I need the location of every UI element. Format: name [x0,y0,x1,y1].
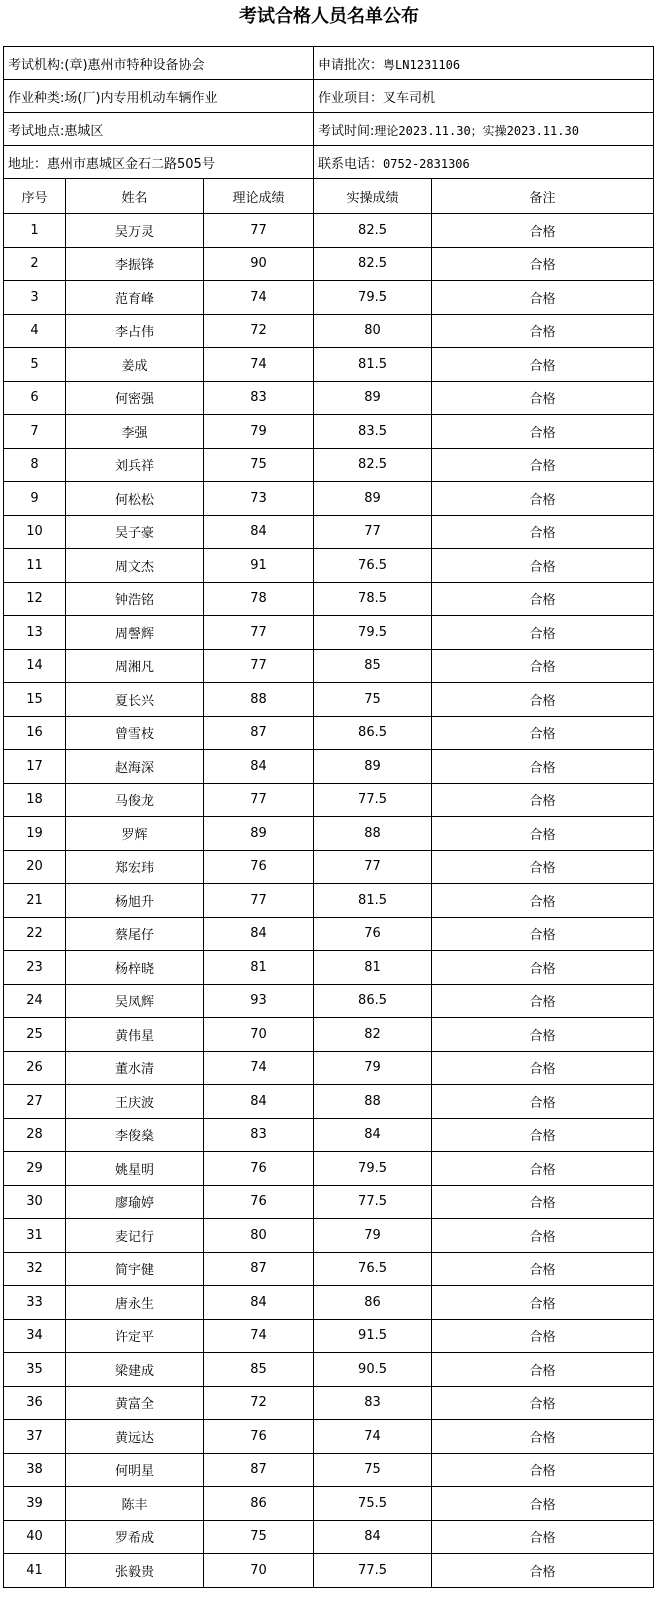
cell-practical-score: 88 [314,1085,432,1119]
phone-value: 0752-2831306 [383,156,470,171]
cell-name: 周湘凡 [66,649,204,683]
info-row-address [4,146,654,179]
cell-index: 17 [4,750,66,784]
phone-label: 联系电话： [318,156,384,172]
cell-theory-score: 90 [204,247,314,281]
exam-location-cell [4,113,314,146]
table-row [4,1554,654,1588]
cell-practical-score: 76.5 [314,1252,432,1286]
cell-name: 吴凤辉 [66,984,204,1018]
cell-name: 吴子豪 [66,515,204,549]
cell-index: 4 [4,314,66,348]
cell-name: 夏长兴 [66,683,204,717]
table-row [4,1487,654,1521]
cell-index: 23 [4,951,66,985]
cell-practical-score: 77.5 [314,1185,432,1219]
cell-theory-score: 75 [204,448,314,482]
cell-remark: 合格 [432,716,654,750]
cell-practical-score: 84 [314,1118,432,1152]
table-row [4,448,654,482]
table-row [4,1319,654,1353]
cell-remark: 合格 [432,1051,654,1085]
cell-remark: 合格 [432,1219,654,1253]
cell-index: 31 [4,1219,66,1253]
cell-remark: 合格 [432,683,654,717]
results-table-body [4,47,654,1588]
exam-org-cell [4,47,314,80]
table-row [4,549,654,583]
cell-name: 吴万灵 [66,214,204,248]
cell-index: 1 [4,214,66,248]
cell-practical-score: 75 [314,683,432,717]
table-row [4,348,654,382]
cell-index: 35 [4,1353,66,1387]
cell-theory-score: 74 [204,281,314,315]
cell-practical-score: 89 [314,750,432,784]
cell-theory-score: 72 [204,1386,314,1420]
cell-index: 27 [4,1085,66,1119]
cell-remark: 合格 [432,1487,654,1521]
cell-theory-score: 77 [204,214,314,248]
cell-theory-score: 80 [204,1219,314,1253]
work-type-cell [4,80,314,113]
cell-index: 34 [4,1319,66,1353]
cell-theory-score: 76 [204,1420,314,1454]
cell-theory-score: 77 [204,884,314,918]
cell-remark: 合格 [432,1286,654,1320]
cell-name: 简宇健 [66,1252,204,1286]
cell-practical-score: 90.5 [314,1353,432,1387]
cell-practical-score: 86.5 [314,716,432,750]
cell-name: 廖瑜婷 [66,1185,204,1219]
cell-index: 40 [4,1520,66,1554]
cell-index: 28 [4,1118,66,1152]
cell-theory-score: 77 [204,616,314,650]
cell-name: 李俊燊 [66,1118,204,1152]
cell-index: 8 [4,448,66,482]
cell-practical-score: 89 [314,482,432,516]
cell-remark: 合格 [432,951,654,985]
cell-index: 12 [4,582,66,616]
table-row [4,1152,654,1186]
cell-remark: 合格 [432,1118,654,1152]
cell-remark: 合格 [432,850,654,884]
cell-practical-score: 81.5 [314,884,432,918]
table-row [4,214,654,248]
cell-remark: 合格 [432,1252,654,1286]
cell-name: 姚星明 [66,1152,204,1186]
cell-index: 18 [4,783,66,817]
table-row [4,1085,654,1119]
cell-practical-score: 79.5 [314,1152,432,1186]
cell-index: 15 [4,683,66,717]
cell-name: 王庆波 [66,1085,204,1119]
cell-name: 唐永生 [66,1286,204,1320]
exam-org-label: 考试机构: [8,57,65,73]
cell-remark: 合格 [432,1319,654,1353]
cell-remark: 合格 [432,582,654,616]
cell-index: 19 [4,817,66,851]
cell-name: 麦记行 [66,1219,204,1253]
cell-name: 黄富全 [66,1386,204,1420]
cell-name: 曾雪枝 [66,716,204,750]
table-row [4,750,654,784]
cell-theory-score: 74 [204,1051,314,1085]
cell-theory-score: 76 [204,1185,314,1219]
cell-name: 周文杰 [66,549,204,583]
cell-remark: 合格 [432,482,654,516]
cell-index: 3 [4,281,66,315]
cell-name: 董水清 [66,1051,204,1085]
table-row [4,1118,654,1152]
table-row [4,314,654,348]
cell-practical-score: 83.5 [314,415,432,449]
table-row [4,917,654,951]
cell-theory-score: 81 [204,951,314,985]
table-row [4,281,654,315]
cell-index: 26 [4,1051,66,1085]
cell-practical-score: 80 [314,314,432,348]
cell-practical-score: 82.5 [314,247,432,281]
cell-practical-score: 76 [314,917,432,951]
cell-name: 梁建成 [66,1353,204,1387]
cell-theory-score: 76 [204,1152,314,1186]
work-item-value: 叉车司机 [383,90,436,106]
cell-name: 钟浩铭 [66,582,204,616]
cell-name: 罗辉 [66,817,204,851]
table-row [4,1185,654,1219]
cell-name: 周謦辉 [66,616,204,650]
cell-index: 25 [4,1018,66,1052]
table-header-row [4,179,654,214]
col-header-name: 姓名 [66,179,204,214]
cell-remark: 合格 [432,1018,654,1052]
cell-practical-score: 77.5 [314,1554,432,1588]
table-row [4,1286,654,1320]
cell-remark: 合格 [432,214,654,248]
batch-cell [314,47,654,80]
cell-practical-score: 82.5 [314,448,432,482]
cell-practical-score: 79.5 [314,281,432,315]
cell-index: 32 [4,1252,66,1286]
info-row-type [4,80,654,113]
table-row [4,817,654,851]
exam-org-value: (章)惠州市特种设备协会 [64,57,205,73]
cell-index: 38 [4,1453,66,1487]
table-row [4,951,654,985]
cell-index: 16 [4,716,66,750]
cell-name: 李占伟 [66,314,204,348]
cell-practical-score: 89 [314,381,432,415]
table-row [4,1453,654,1487]
info-row-location [4,113,654,146]
cell-theory-score: 77 [204,783,314,817]
batch-label: 申请批次： [318,57,384,73]
cell-remark: 合格 [432,1185,654,1219]
cell-index: 30 [4,1185,66,1219]
address-label: 地址： [8,156,48,172]
table-row [4,716,654,750]
cell-index: 21 [4,884,66,918]
cell-theory-score: 78 [204,582,314,616]
cell-practical-score: 74 [314,1420,432,1454]
table-row [4,616,654,650]
cell-remark: 合格 [432,750,654,784]
cell-practical-score: 84 [314,1520,432,1554]
cell-remark: 合格 [432,1520,654,1554]
cell-remark: 合格 [432,817,654,851]
cell-theory-score: 83 [204,381,314,415]
cell-name: 黄远达 [66,1420,204,1454]
cell-theory-score: 84 [204,1085,314,1119]
table-row [4,415,654,449]
table-row [4,247,654,281]
table-row [4,683,654,717]
work-item-label: 作业项目： [318,90,384,106]
cell-remark: 合格 [432,281,654,315]
table-row [4,482,654,516]
cell-remark: 合格 [432,1386,654,1420]
cell-theory-score: 70 [204,1018,314,1052]
cell-name: 李振锋 [66,247,204,281]
cell-remark: 合格 [432,783,654,817]
cell-name: 许定平 [66,1319,204,1353]
cell-practical-score: 77.5 [314,783,432,817]
cell-index: 41 [4,1554,66,1588]
cell-index: 2 [4,247,66,281]
cell-index: 39 [4,1487,66,1521]
work-type-label: 作业种类: [8,90,65,106]
cell-name: 范育峰 [66,281,204,315]
cell-name: 张毅贵 [66,1554,204,1588]
cell-name: 何密强 [66,381,204,415]
cell-remark: 合格 [432,1453,654,1487]
table-row [4,381,654,415]
cell-remark: 合格 [432,984,654,1018]
table-row [4,884,654,918]
cell-index: 7 [4,415,66,449]
col-header-theory-score: 理论成绩 [204,179,314,214]
table-row [4,1386,654,1420]
cell-remark: 合格 [432,1353,654,1387]
table-row [4,783,654,817]
cell-remark: 合格 [432,1554,654,1588]
cell-practical-score: 85 [314,649,432,683]
cell-name: 马俊龙 [66,783,204,817]
cell-remark: 合格 [432,1420,654,1454]
phone-cell [314,146,654,179]
cell-theory-score: 83 [204,1118,314,1152]
cell-index: 9 [4,482,66,516]
cell-practical-score: 77 [314,850,432,884]
cell-name: 何松松 [66,482,204,516]
cell-name: 杨旭升 [66,884,204,918]
cell-theory-score: 91 [204,549,314,583]
table-row [4,984,654,1018]
cell-theory-score: 72 [204,314,314,348]
cell-theory-score: 74 [204,1319,314,1353]
table-row [4,1520,654,1554]
cell-remark: 合格 [432,515,654,549]
cell-index: 36 [4,1386,66,1420]
results-table [3,46,654,1588]
cell-remark: 合格 [432,649,654,683]
cell-theory-score: 73 [204,482,314,516]
cell-theory-score: 87 [204,1453,314,1487]
cell-name: 郑宏玮 [66,850,204,884]
exam-time-label: 考试时间: [318,123,375,139]
cell-practical-score: 91.5 [314,1319,432,1353]
exam-location-label: 考试地点: [8,123,65,139]
cell-theory-score: 79 [204,415,314,449]
cell-name: 罗希成 [66,1520,204,1554]
col-header-index: 序号 [4,179,66,214]
cell-practical-score: 82.5 [314,214,432,248]
cell-practical-score: 83 [314,1386,432,1420]
cell-practical-score: 76.5 [314,549,432,583]
exam-location-value: 惠城区 [64,123,104,139]
cell-index: 20 [4,850,66,884]
cell-theory-score: 86 [204,1487,314,1521]
address-cell [4,146,314,179]
cell-practical-score: 75 [314,1453,432,1487]
cell-theory-score: 89 [204,817,314,851]
page-title: 考试合格人员名单公布 [239,6,419,27]
cell-theory-score: 75 [204,1520,314,1554]
exam-time-cell [314,113,654,146]
cell-index: 22 [4,917,66,951]
cell-theory-score: 84 [204,1286,314,1320]
col-header-remark: 备注 [432,179,654,214]
cell-index: 11 [4,549,66,583]
cell-name: 蔡尾仔 [66,917,204,951]
table-row [4,649,654,683]
address-value: 惠州市惠城区金石二路505号 [47,156,215,172]
cell-practical-score: 79 [314,1051,432,1085]
cell-name: 杨梓晓 [66,951,204,985]
cell-remark: 合格 [432,415,654,449]
table-row [4,1219,654,1253]
cell-practical-score: 79.5 [314,616,432,650]
cell-practical-score: 79 [314,1219,432,1253]
table-row [4,1420,654,1454]
cell-remark: 合格 [432,247,654,281]
cell-index: 13 [4,616,66,650]
cell-index: 10 [4,515,66,549]
cell-theory-score: 76 [204,850,314,884]
cell-theory-score: 84 [204,515,314,549]
cell-remark: 合格 [432,1152,654,1186]
col-header-practical-score: 实操成绩 [314,179,432,214]
cell-theory-score: 84 [204,750,314,784]
cell-name: 赵海深 [66,750,204,784]
cell-theory-score: 87 [204,1252,314,1286]
cell-practical-score: 86.5 [314,984,432,1018]
table-row [4,1051,654,1085]
cell-index: 29 [4,1152,66,1186]
cell-index: 6 [4,381,66,415]
cell-index: 24 [4,984,66,1018]
cell-theory-score: 93 [204,984,314,1018]
cell-remark: 合格 [432,314,654,348]
work-item-cell [314,80,654,113]
table-row [4,582,654,616]
cell-remark: 合格 [432,549,654,583]
table-row [4,1353,654,1387]
table-row [4,1018,654,1052]
info-row-org [4,47,654,80]
cell-practical-score: 81.5 [314,348,432,382]
cell-name: 何明星 [66,1453,204,1487]
cell-index: 14 [4,649,66,683]
cell-practical-score: 75.5 [314,1487,432,1521]
cell-name: 陈丰 [66,1487,204,1521]
cell-remark: 合格 [432,381,654,415]
cell-practical-score: 78.5 [314,582,432,616]
cell-theory-score: 84 [204,917,314,951]
cell-theory-score: 87 [204,716,314,750]
cell-name: 姜成 [66,348,204,382]
cell-name: 李强 [66,415,204,449]
cell-remark: 合格 [432,917,654,951]
exam-time-value: 理论2023.11.30；实操2023.11.30 [374,123,579,138]
cell-name: 刘兵祥 [66,448,204,482]
cell-theory-score: 85 [204,1353,314,1387]
cell-index: 37 [4,1420,66,1454]
cell-practical-score: 82 [314,1018,432,1052]
cell-theory-score: 74 [204,348,314,382]
cell-theory-score: 70 [204,1554,314,1588]
cell-theory-score: 77 [204,649,314,683]
cell-index: 33 [4,1286,66,1320]
work-type-value: 场(厂)内专用机动车辆作业 [64,90,218,106]
cell-remark: 合格 [432,1085,654,1119]
cell-remark: 合格 [432,348,654,382]
cell-index: 5 [4,348,66,382]
table-row [4,515,654,549]
cell-practical-score: 81 [314,951,432,985]
cell-name: 黄伟星 [66,1018,204,1052]
table-row [4,1252,654,1286]
cell-theory-score: 88 [204,683,314,717]
table-row [4,850,654,884]
cell-remark: 合格 [432,448,654,482]
cell-remark: 合格 [432,884,654,918]
cell-practical-score: 86 [314,1286,432,1320]
cell-practical-score: 88 [314,817,432,851]
batch-value: 粤LN1231106 [383,57,461,72]
cell-remark: 合格 [432,616,654,650]
cell-practical-score: 77 [314,515,432,549]
